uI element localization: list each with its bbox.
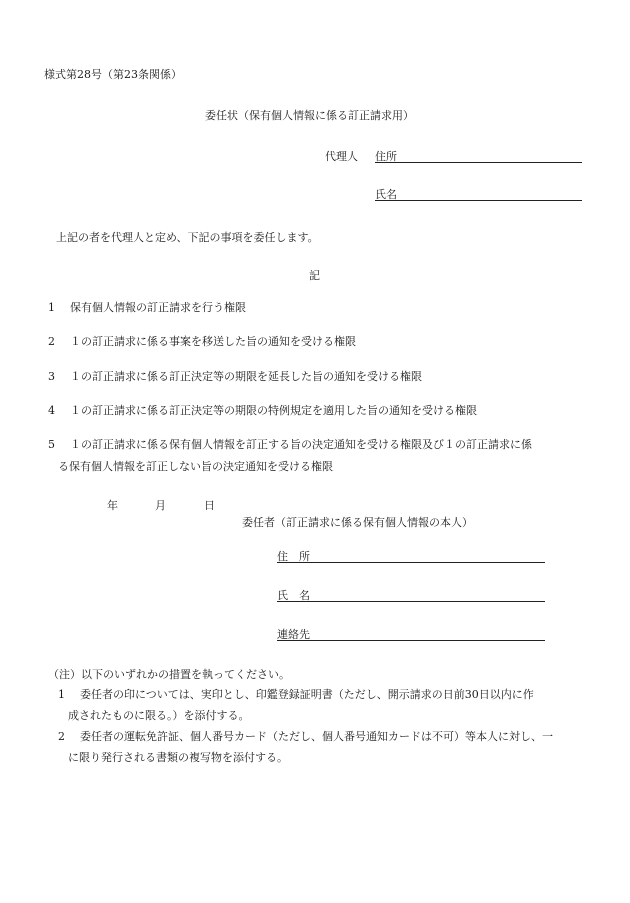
agent-name-line[interactable] [375,200,582,201]
agent-address-label: 住所 [375,150,397,163]
principal-contact-line[interactable] [277,640,545,641]
principal-name-line[interactable] [277,601,545,602]
principal-name-label: 氏 名 [277,589,310,602]
form-number: 様式第28号（第23条関係） [44,68,182,81]
notes-header: （注）以下のいずれかの措置を執ってください。 [48,668,290,681]
intro-text: 上記の者を代理人と定め、下記の事項を委任します。 [56,231,319,244]
ki-heading: 記 [309,269,320,282]
agent-address-line[interactable] [375,162,582,163]
date-year: 年 [107,499,118,512]
agent-label: 代理人 [325,150,358,163]
principal-label: 委任者（訂正請求に係る保有個人情報の本人） [242,516,473,529]
agent-name-label: 氏名 [375,188,397,201]
principal-contact-label: 連絡先 [277,628,310,641]
principal-address-label: 住 所 [277,550,310,563]
page-title: 委任状（保有個人情報に係る訂正請求用） [205,109,414,122]
date-day: 日 [204,499,215,512]
date-month: 月 [155,499,166,512]
principal-address-line[interactable] [277,562,545,563]
